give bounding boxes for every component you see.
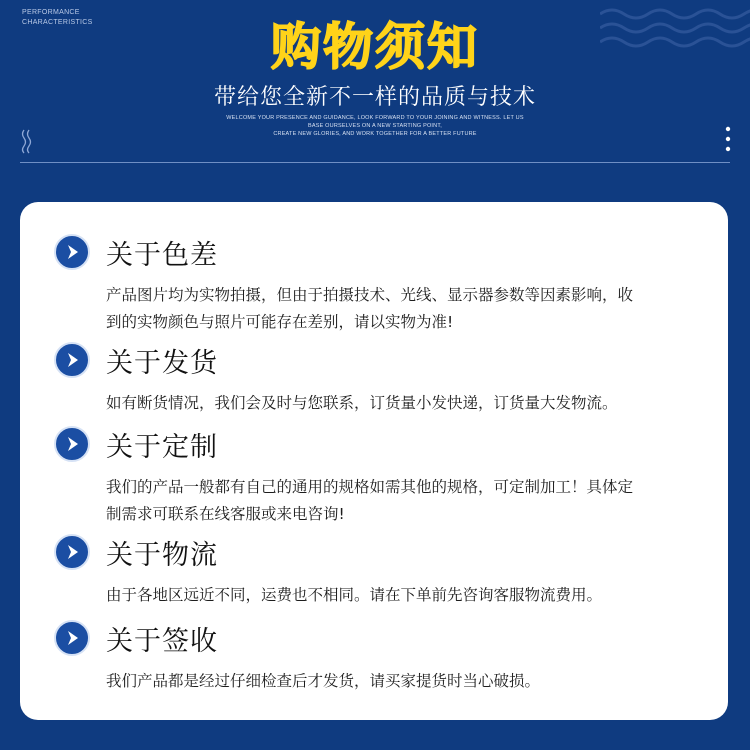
notice-card [20,202,728,720]
notice-item-body-line: 我们的产品一般都有自己的通用的规格如需其他的规格，可定制加工！具体定 [106,478,634,496]
notice-item-receipt [54,618,704,695]
corner-label-line2: CHARACTERISTICS [22,19,93,26]
arrow-right-icon [54,426,90,462]
english-tagline [0,114,750,138]
corner-label-line1: PERFORMANCE [22,9,80,16]
notice-item-color-difference [54,232,704,336]
notice-item-body [106,474,704,528]
notice-item-body [106,668,704,695]
notice-item-title: 关于发货 [106,347,218,379]
notice-item-title: 关于色差 [106,239,218,271]
notice-item-body [106,582,704,609]
vertical-dots-icon [725,126,731,152]
english-tagline-line1: WELCOME YOUR PRESENCE AND GUIDANCE, LOOK FORWARD TO YOUR JOINING AND WITNESS. LET US [226,115,524,121]
notice-item-shipping [54,340,704,417]
notice-item-customization [54,424,704,528]
arrow-right-icon [54,620,90,656]
notice-item-body-line: 产品图片均为实物拍摄，但由于拍摄技术、光线、显示器参数等因素影响，收 [106,286,634,304]
notice-item-title: 关于定制 [106,431,218,463]
english-tagline-line3: CREATE NEW GLORIES, AND WORK TOGETHER FOR A BETTER FUTURE [273,131,477,137]
english-tagline-line2: BASE OURSELVES ON A NEW STARTING POINT, [307,123,443,129]
notice-item-body [106,282,704,336]
arrow-right-icon [54,342,90,378]
notice-item-logistics [54,532,704,609]
notice-item-title: 关于物流 [106,539,218,571]
header-divider [20,162,730,163]
arrow-right-icon [54,534,90,570]
notice-item-body-line: 由于各地区远近不同，运费也不相同。请在下单前先咨询客服物流费用。 [106,586,603,604]
notice-item-body-line: 制需求可联系在线客服或来电咨询! [106,505,345,523]
notice-item-body-line: 我们产品都是经过仔细检查后才发货，请买家提货时当心破损。 [106,672,541,690]
notice-item-body-line: 如有断货情况，我们会及时与您联系，订货量小发快递，订货量大发物流。 [106,394,618,412]
page-title-text: 购物须知 [271,18,479,76]
page-subtitle: 带给您全新不一样的品质与技术 [213,85,536,110]
wavy-lines-icon [20,128,34,154]
arrow-right-icon [54,234,90,270]
page-title [0,10,750,76]
notice-item-title: 关于签收 [106,625,218,657]
notice-item-body-line: 到的实物颜色与照片可能存在差别，请以实物为准! [106,313,454,331]
notice-item-body [106,390,704,417]
